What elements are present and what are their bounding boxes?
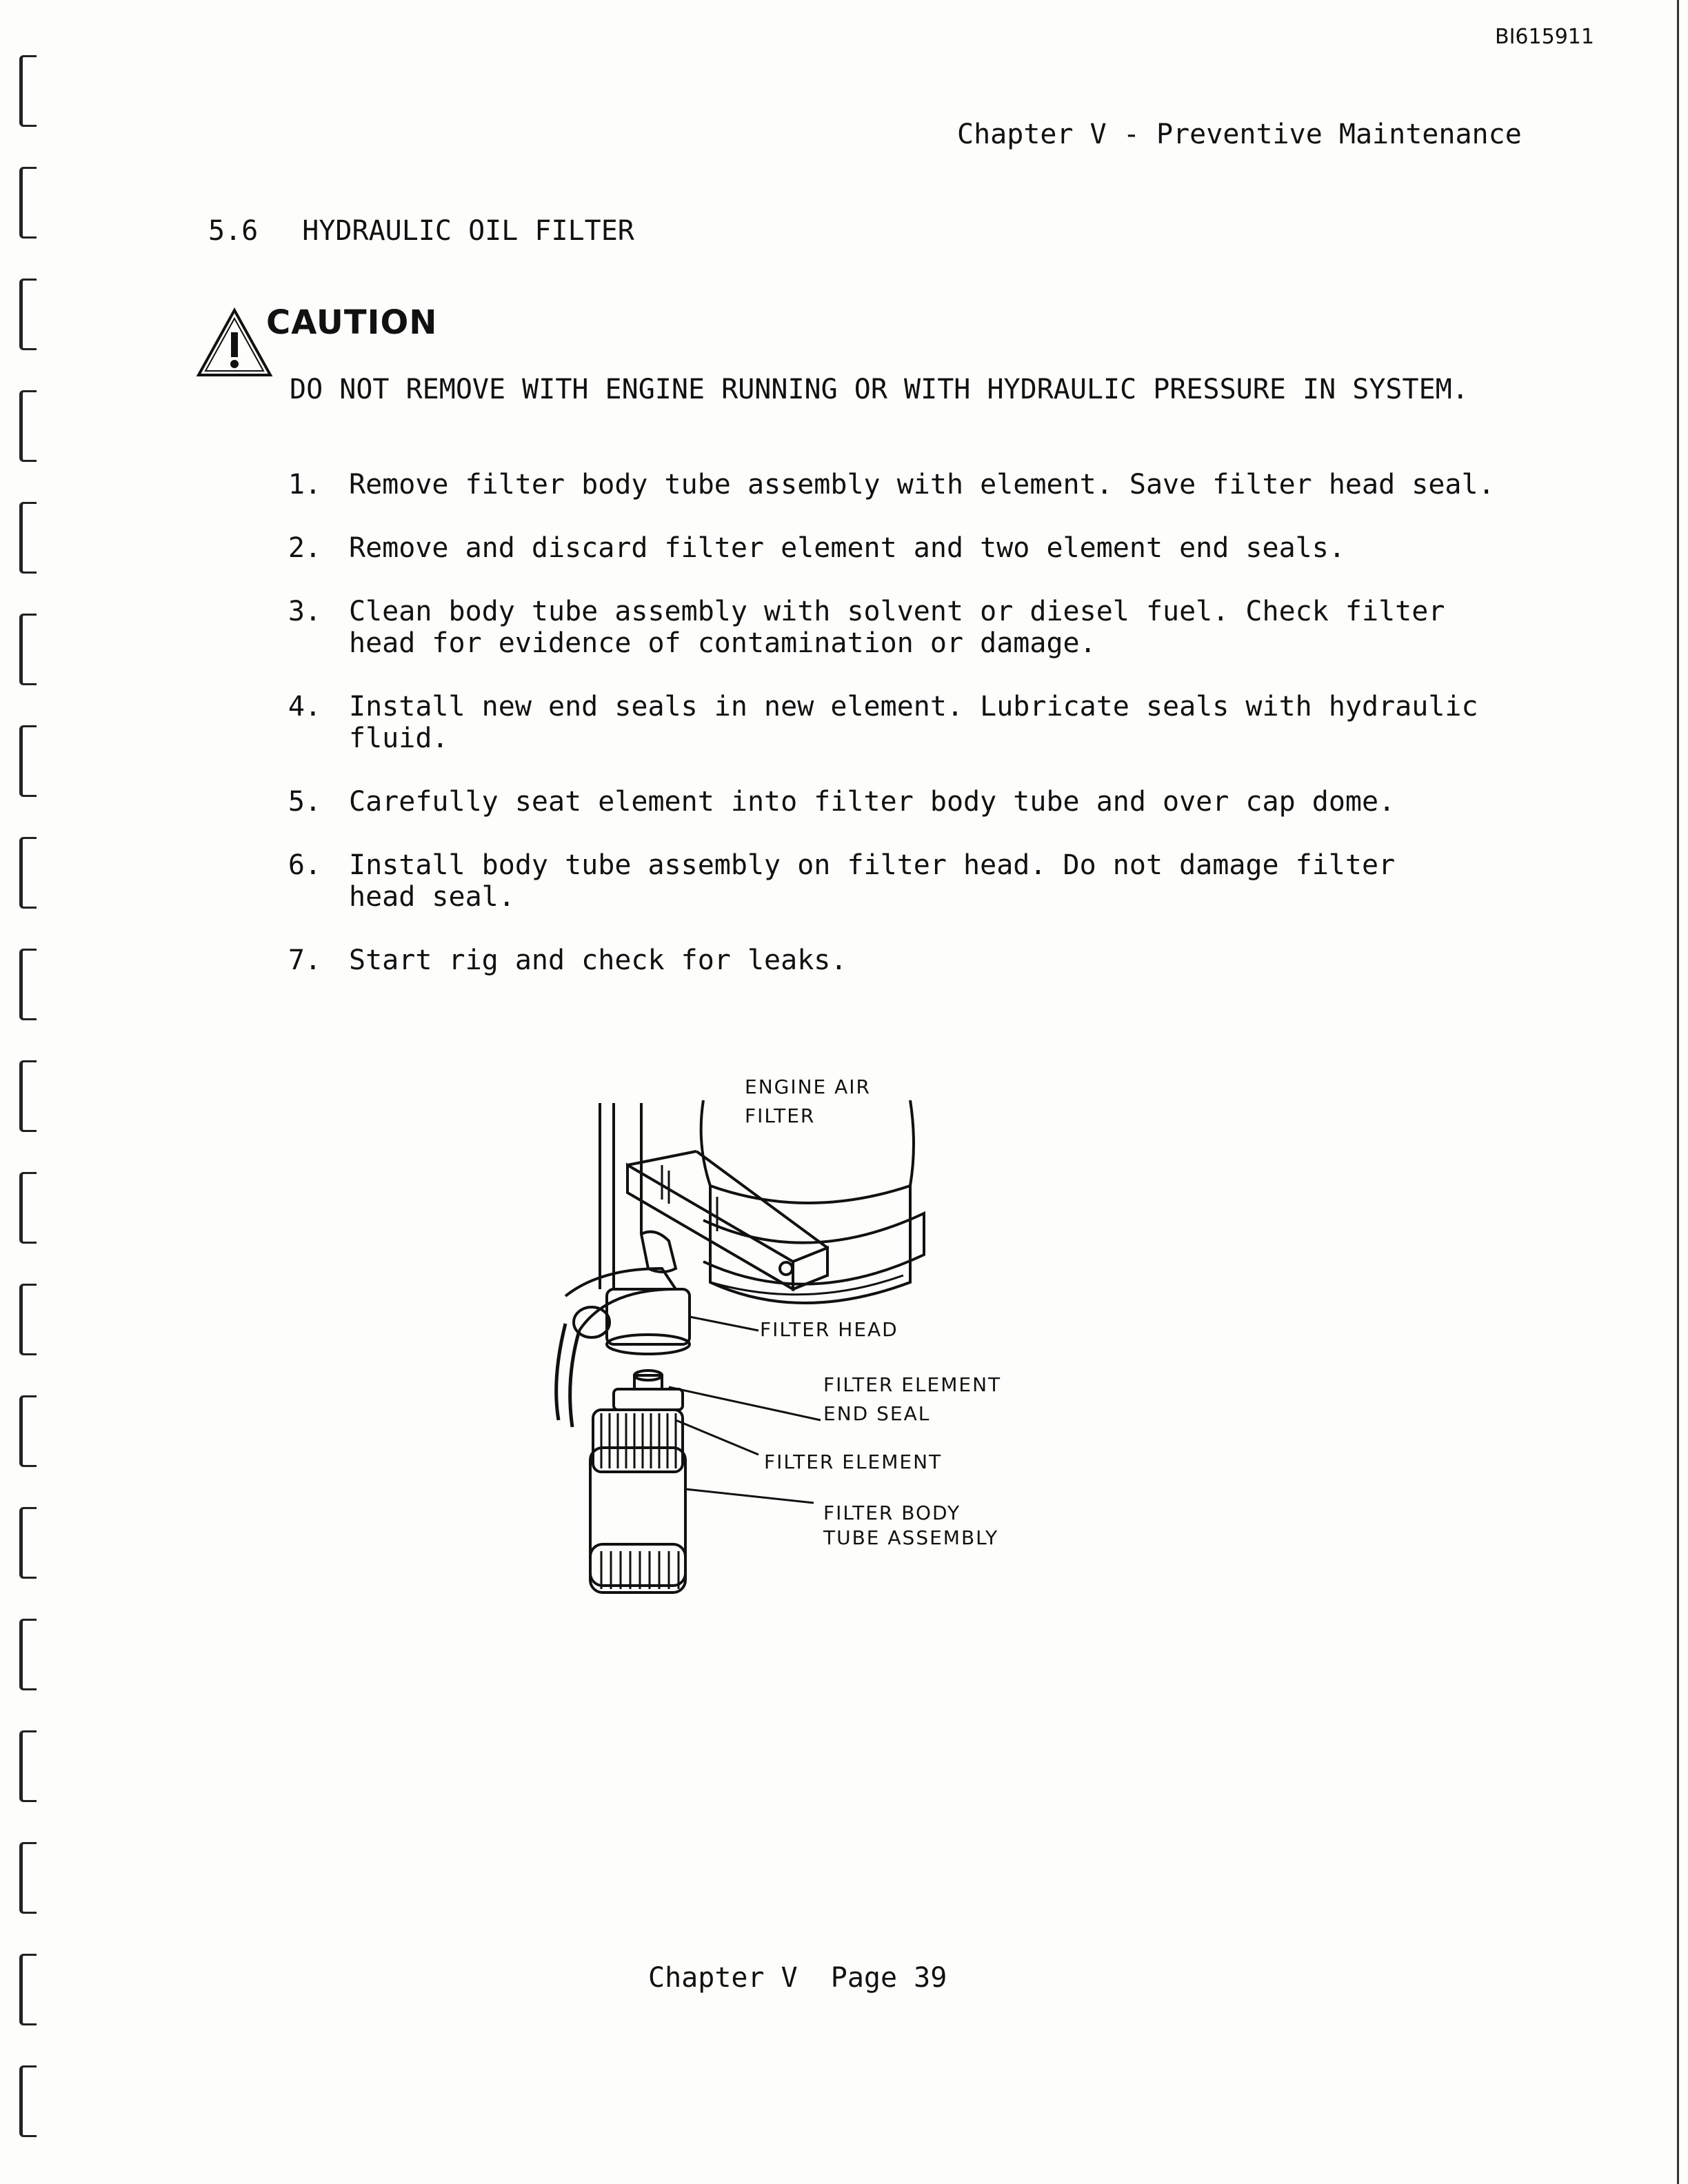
caution-label: CAUTION — [266, 303, 438, 342]
document-id: BI615911 — [1495, 25, 1594, 49]
footer-chapter: Chapter V — [648, 1962, 798, 1994]
step-number: 7. — [288, 944, 321, 976]
label-end-seal: END SEAL — [823, 1402, 931, 1425]
step-text: Remove filter body tube assembly with element. Save filter head seal. — [349, 469, 1495, 501]
binder-mark — [19, 2065, 37, 2137]
label-filter-element: FILTER ELEMENT — [764, 1450, 943, 1473]
step-text: Install new end seals in new element. Lubricate seals with hydraulic fluid. — [349, 691, 1478, 754]
label-filter-head: FILTER HEAD — [760, 1318, 898, 1341]
binder-mark — [19, 837, 37, 909]
caution-text: DO NOT REMOVE WITH ENGINE RUNNING OR WITH HYDRAULIC PRESSURE IN SYSTEM. — [290, 374, 1469, 405]
step-number: 2. — [288, 532, 321, 564]
binder-mark — [19, 1619, 37, 1690]
binder-mark — [19, 279, 37, 350]
binder-mark — [19, 1842, 37, 1914]
section-heading — [208, 215, 634, 247]
footer-page: Page 39 — [830, 1962, 947, 1994]
step-text: Start rig and check for leaks. — [349, 944, 847, 976]
step-number: 3. — [288, 596, 321, 627]
step-text: Install body tube assembly on filter head. Do not damage filter head seal. — [349, 849, 1396, 913]
step-text: Clean body tube assembly with solvent or diesel fuel. Check filter head for evidence of contamination or damage. — [349, 596, 1445, 659]
binder-mark — [19, 502, 37, 574]
binder-mark — [19, 1730, 37, 1802]
binder-mark — [19, 949, 37, 1020]
binder-mark — [19, 725, 37, 797]
label-tube-assembly: TUBE ASSEMBLY — [823, 1526, 999, 1549]
page-edge — [1677, 0, 1679, 2184]
step-number: 4. — [288, 691, 321, 722]
binder-mark — [19, 1284, 37, 1355]
binder-mark — [19, 614, 37, 685]
step-text: Remove and discard filter element and two element end seals. — [349, 532, 1345, 564]
binder-mark — [19, 1060, 37, 1132]
step-number: 5. — [288, 786, 321, 818]
step-number: 6. — [288, 849, 321, 881]
section-number: 5.6 — [208, 215, 259, 247]
page-footer — [648, 1962, 947, 1994]
binder-mark — [19, 167, 37, 239]
step-text: Carefully seat element into filter body tube and over cap dome. — [349, 786, 1396, 818]
label-engine-air-filter-2: FILTER — [745, 1104, 816, 1127]
warning-triangle-icon — [196, 307, 273, 379]
binder-mark — [19, 55, 37, 127]
binder-mark — [19, 390, 37, 462]
step-number: 1. — [288, 469, 321, 501]
binder-mark — [19, 1395, 37, 1467]
binder-mark — [19, 1954, 37, 2025]
filter-diagram — [538, 1062, 1062, 1613]
label-filter-element-end-seal: FILTER ELEMENT — [823, 1373, 1002, 1396]
binder-mark — [19, 1172, 37, 1244]
section-title: HYDRAULIC OIL FILTER — [302, 215, 634, 247]
binder-mark — [19, 1507, 37, 1579]
label-engine-air-filter: ENGINE AIR — [745, 1075, 871, 1098]
label-filter-body-tube: FILTER BODY — [823, 1502, 961, 1524]
chapter-header: Chapter V - Preventive Maintenance — [957, 119, 1522, 150]
